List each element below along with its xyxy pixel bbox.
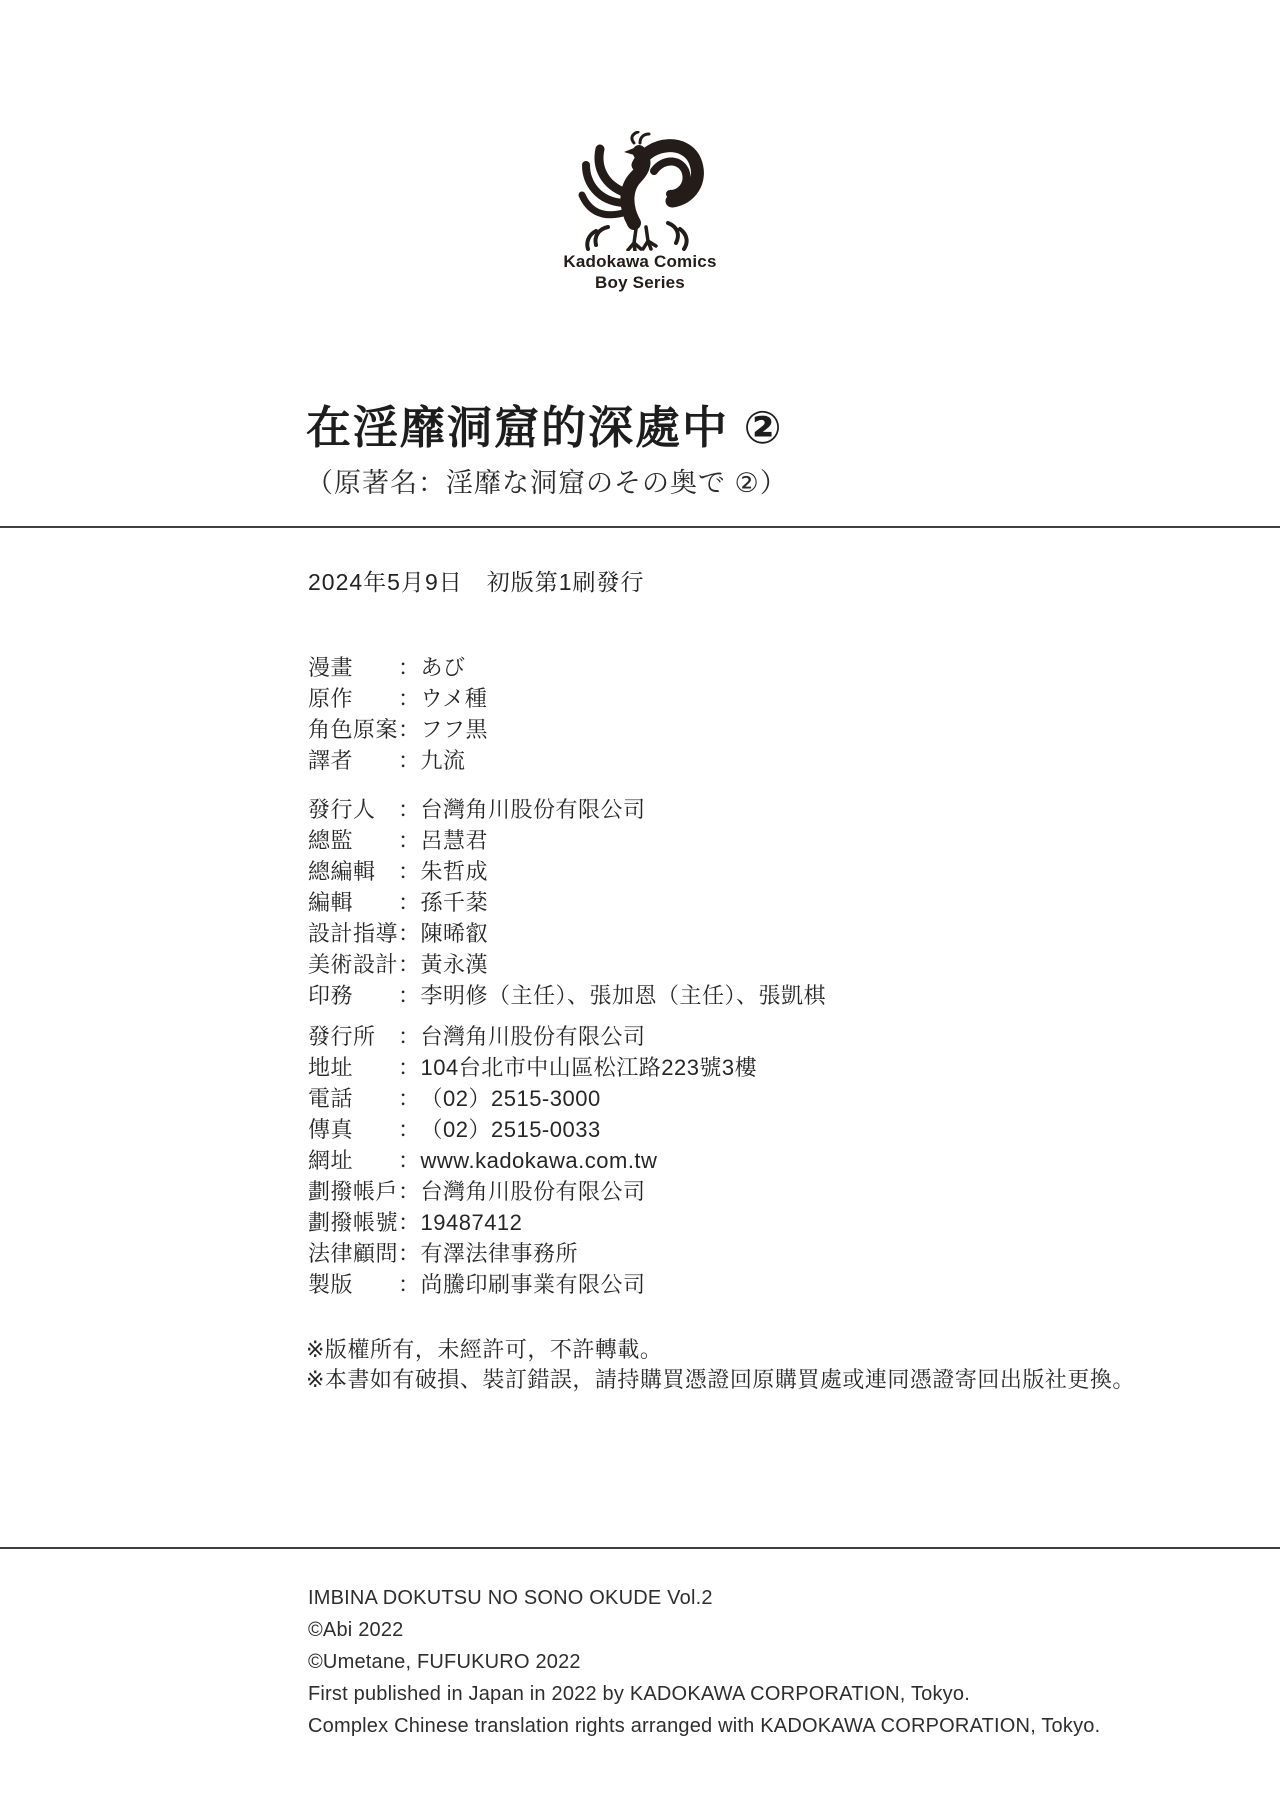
notice-line: ※版權所有，未經許可，不許轉載。 (306, 1337, 663, 1362)
credit-label: 製版 (308, 1272, 354, 1297)
credit-label: 總編輯 (308, 859, 376, 884)
credit-label: 印務 (308, 983, 354, 1008)
credit-label: 發行人 (308, 797, 376, 822)
phoenix-icon (574, 131, 706, 251)
credit-label: 美術設計 (308, 952, 398, 977)
credit-value: （02）2515-3000 (420, 1086, 601, 1111)
colon-separator: ： (398, 828, 421, 853)
colon-separator: ： (398, 797, 421, 822)
credit-row (308, 1238, 757, 1269)
colon-separator: ： (398, 1210, 421, 1235)
credit-label: 編輯 (308, 890, 354, 915)
credit-value: 黃永漢 (420, 952, 489, 977)
credit-value: フフ黒 (420, 717, 489, 742)
credit-value: あび (420, 655, 466, 680)
credit-value: （02）2515-0033 (420, 1117, 601, 1142)
credit-value: 陳晞叡 (420, 921, 489, 946)
credit-label: 電話 (308, 1086, 354, 1111)
credit-row (308, 1145, 757, 1176)
title-block (306, 402, 788, 500)
credit-value: 有澤法律事務所 (420, 1241, 579, 1266)
credit-row (308, 887, 826, 918)
colon-separator: ： (398, 1241, 421, 1266)
staff-credits (308, 652, 488, 776)
colon-separator: ： (398, 983, 421, 1008)
credit-label: 角色原案 (308, 717, 398, 742)
credit-row (308, 949, 826, 980)
colon-separator: ： (398, 952, 421, 977)
credit-value: 孫千棻 (420, 890, 489, 915)
credit-value: 李明修（主任）、張加恩（主任）、張凱棋 (420, 983, 827, 1008)
credit-value: 台灣角川股份有限公司 (420, 1179, 646, 1204)
colon-separator: ： (398, 1179, 421, 1204)
credit-row (308, 1207, 757, 1238)
series-name-line1: Kadokawa Comics (563, 252, 717, 271)
colon-separator: ： (398, 1055, 421, 1080)
notice-line: ※本書如有破損、裝訂錯誤，請持購買憑證回原購買處或連同憑證寄回出版社更換。 (306, 1367, 1135, 1392)
credit-row (308, 825, 826, 856)
credit-row (308, 1083, 757, 1114)
credit-row (308, 714, 488, 745)
credit-value: www.kadokawa.com.tw (420, 1148, 658, 1173)
credit-value: 台灣角川股份有限公司 (420, 797, 646, 822)
credit-label: 譯者 (308, 748, 354, 773)
credit-value: 104台北市中山區松江路223號3樓 (420, 1055, 758, 1080)
book-title: 在淫靡洞窟的深處中 ② (306, 402, 784, 453)
credit-value: 九流 (420, 748, 466, 773)
colon-separator: ： (398, 748, 421, 773)
colon-separator: ： (398, 655, 421, 680)
copyright-line: First published in Japan in 2022 by KADOKAWA CORPORATION, Tokyo. (308, 1683, 970, 1705)
credit-value: 尚騰印刷事業有限公司 (420, 1272, 646, 1297)
credit-label: 發行所 (308, 1024, 376, 1049)
divider-top (0, 526, 1280, 528)
colon-separator: ： (398, 1086, 421, 1111)
credit-value: 朱哲成 (420, 859, 489, 884)
credit-label: 劃撥帳號 (308, 1210, 398, 1235)
edition-date: 2024年5月9日 初版第1刷發行 (308, 569, 645, 595)
credit-value: 19487412 (420, 1210, 523, 1235)
credit-label: 漫畫 (308, 655, 354, 680)
credit-row (308, 1114, 757, 1145)
colon-separator: ： (398, 1117, 421, 1142)
credit-row (308, 1021, 757, 1052)
publisher-info (308, 1021, 757, 1300)
colon-separator: ： (398, 921, 421, 946)
credit-row (308, 856, 826, 887)
colon-separator: ： (398, 1272, 421, 1297)
publisher-logo-block (0, 131, 1280, 293)
rights-notices (306, 1335, 1135, 1395)
copyright-line: ©Umetane, FUFUKURO 2022 (308, 1651, 581, 1673)
divider-bottom (0, 1547, 1280, 1549)
series-name-line2: Boy Series (595, 273, 685, 292)
credit-label: 地址 (308, 1055, 354, 1080)
credit-row (308, 980, 826, 1011)
credit-row (308, 1176, 757, 1207)
copyright-block (308, 1582, 1100, 1742)
copyright-line: Complex Chinese translation rights arranged with KADOKAWA CORPORATION, Tokyo. (308, 1715, 1101, 1737)
credit-label: 劃撥帳戶 (308, 1179, 398, 1204)
credit-label: 網址 (308, 1148, 354, 1173)
colon-separator: ： (398, 890, 421, 915)
credit-value: 台灣角川股份有限公司 (420, 1024, 646, 1049)
credit-label: 原作 (308, 686, 354, 711)
copyright-line: IMBINA DOKUTSU NO SONO OKUDE Vol.2 (308, 1587, 713, 1609)
original-title: （原著名：淫靡な洞窟のその奥で ②） (306, 468, 788, 498)
colon-separator: ： (398, 1148, 421, 1173)
copyright-line: ©Abi 2022 (308, 1619, 404, 1641)
colon-separator: ： (398, 859, 421, 884)
credit-row (308, 652, 488, 683)
credit-label: 總監 (308, 828, 354, 853)
credit-label: 設計指導 (308, 921, 398, 946)
credit-row (308, 1052, 757, 1083)
credit-value: ウメ種 (420, 686, 488, 711)
colon-separator: ： (398, 717, 421, 742)
credit-value: 呂慧君 (420, 828, 489, 853)
colon-separator: ： (398, 1024, 421, 1049)
publisher-staff-credits (308, 794, 826, 1011)
credit-row (308, 918, 826, 949)
colon-separator: ： (398, 686, 421, 711)
credit-label: 法律顧問 (308, 1241, 398, 1266)
credit-row (308, 683, 488, 714)
credit-row (308, 794, 826, 825)
credit-label: 傳真 (308, 1117, 354, 1142)
credit-row (308, 745, 488, 776)
credit-row (308, 1269, 757, 1300)
